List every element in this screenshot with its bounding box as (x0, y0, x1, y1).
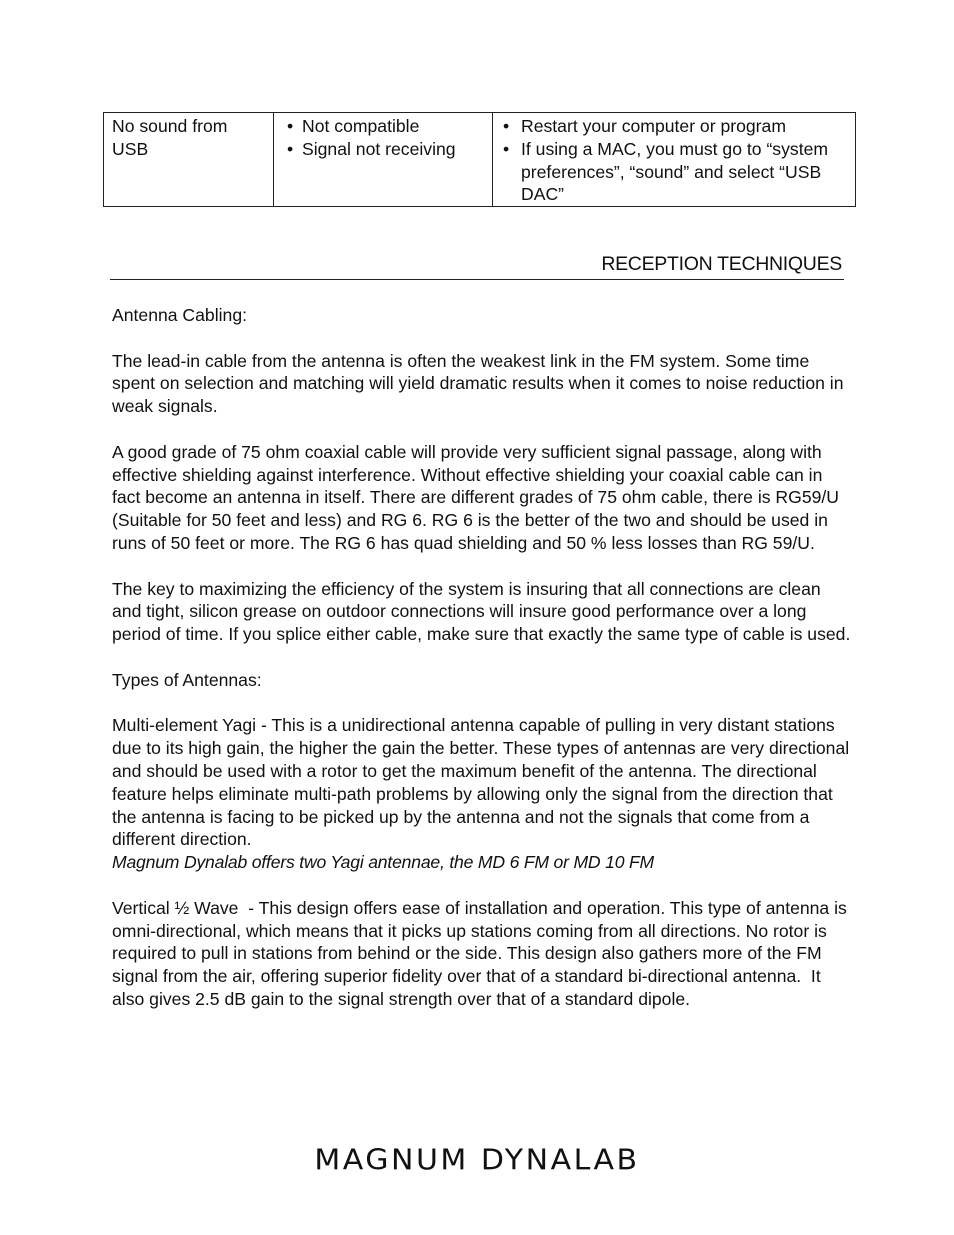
yagi-product-note: Magnum Dynalab offers two Yagi antennae, the MD 6 FM or MD 10 FM (112, 852, 654, 873)
troubleshooting-table (103, 112, 856, 207)
main-content (112, 304, 852, 1034)
vertical-paragraph (112, 897, 852, 1011)
section-heading (110, 253, 844, 280)
solution-item: • If using a MAC, you must go to “system preferences”, “sound” and select “USB DAC” (501, 138, 847, 206)
cause-item: • Not compatible (287, 115, 484, 138)
types-of-antennas-heading: Types of Antennas: (112, 669, 262, 690)
problem-text: No sound from USB (112, 116, 228, 159)
cause-item: • Signal not receiving (287, 138, 484, 161)
problem-cell (104, 113, 273, 206)
yagi-term: Multi-element Yagi (112, 715, 257, 736)
section-title: RECEPTION TECHNIQUES (601, 253, 842, 275)
brand-logo: MAGNUM DYNALAB (314, 1143, 640, 1178)
solution-item: • Restart your computer or program (501, 115, 847, 138)
cabling-paragraph: The key to maximizing the efficiency of the system is insuring that all connections are clean and tight, silicon grease on outdoor connections will insure good performance over a long period of time. If you splice either cable, make sure that exactly the same type of cable is used. (112, 578, 851, 645)
solutions-cell (492, 113, 855, 206)
causes-list (287, 115, 484, 161)
cabling-paragraph: A good grade of 75 ohm coaxial cable will provide very sufficient signal passage, along with effective shielding against interference. Without effective shielding your coaxial cable can in fact become an antenna in itself. There are different grades of 75 ohm cable, there is RG59/U (Suitable for 50 feet and less) and RG 6. RG 6 is the better of the two and should be used in runs of 50 feet or more. The RG 6 has quad shielding and 50 % less losses than RG 59/U. (112, 441, 839, 553)
cabling-paragraph: The lead-in cable from the antenna is often the weakest link in the FM system. Some time spent on selection and matching will yield dramatic results when it comes to noise reduction in weak signals. (112, 350, 844, 417)
yagi-description: - This is a unidirectional antenna capable of pulling in very distant stations due to its high gain, the higher the gain the better. These types of antennas are very directional and should be used with a rotor to get the maximum benefit of the antenna. The directional feature helps eliminate multi-path problems by allowing only the signal from the direction that the antenna is facing to be picked up by the antenna and not the signals that come from a different direction. (112, 715, 850, 850)
causes-cell (273, 113, 492, 206)
solutions-list (501, 115, 847, 206)
vertical-term: Vertical ½ Wave (112, 897, 239, 918)
vertical-description: - This design offers ease of installation and operation. This type of antenna is omni-directional, which means that it picks up stations coming from all directions. No rotor is required to pull in stations from behind or the side. This design also gathers more of the FM signal from the air, offering superior fidelity over that of a standard bi-directional antenna. It also gives 2.5 dB gain to the signal strength over that of a standard dipole. (112, 897, 852, 1009)
yagi-paragraph (112, 714, 852, 851)
antenna-cabling-heading: Antenna Cabling: (112, 305, 247, 325)
